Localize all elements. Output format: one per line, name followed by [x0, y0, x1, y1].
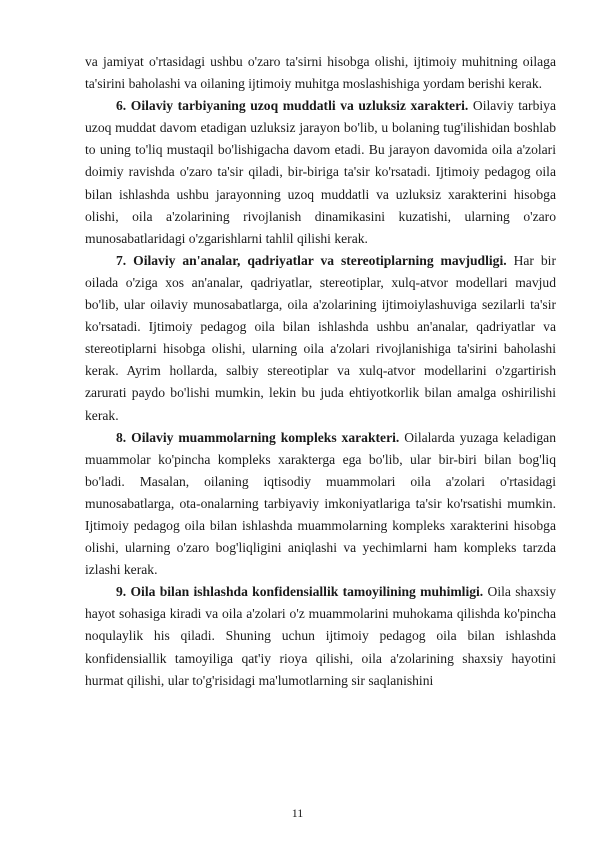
paragraph-text: Oilaviy tarbiya uzoq muddat davom etadigan uzluksiz jarayon bo'lib, u bolaning tug'ilishidan boshlab to uning to'liq mustaqil bo'lishigacha davom etadi. Bu jarayon davomida oila a'zolari doimiy ravishda o'zaro ta'sir qiladi, bir-biriga ta'sir ko'rsatadi. Ijtimoiy pedagog oila bilan ishlashda ushbu jarayonning uzoq muddatli va uzluksiz xarakterini hisobga olishi, oila a'zolarining rivojlanish dinamikasini kuzatishi, ularning o'zaro munosabatlaridagi o'zgarishlarni tahlil qilishi kerak. [85, 98, 556, 246]
paragraph-8 [85, 427, 556, 582]
paragraph-text: Oilalarda yuzaga keladigan muammolar ko'pincha kompleks xarakterga ega bo'lib, ular bir-biri bilan bog'liq bo'ladi. Masalan, oilaning iqtisodiy muammolari oila a'zolari o'rtasidagi munosabatlarga, ota-onalarning tarbiyaviy imkoniyatlariga ta'sir ko'rsatishi mumkin. Ijtimoiy pedagog oila bilan ishlashda muammolarning kompleks xarakterini hisobga olishi, ularning o'zaro bog'liqligini aniqlashi va yechimlarni ham kompleks tarzda izlashi kerak. [85, 429, 556, 578]
paragraph-7 [85, 250, 556, 427]
paragraph-9 [85, 581, 556, 691]
page-number: 11 [291, 806, 304, 820]
section-heading-7: 7. Oilaviy an'analar, qadriyatlar va stereotiplarning mavjudligi. [116, 252, 507, 268]
section-heading-6: 6. Oilaviy tarbiyaning uzoq muddatli va uzluksiz xarakteri. [116, 98, 469, 114]
document-page [85, 51, 556, 692]
section-heading-8: 8. Oilaviy muammolarning kompleks xarakteri. [116, 429, 400, 445]
paragraph-text: va jamiyat o'rtasidagi ushbu o'zaro ta'sirni hisobga olishi, ijtimoiy muhitning oilaga ta'sirini baholashi va oilaning ijtimoiy muhitga moslashishiga yordam berishi kerak. [85, 54, 556, 92]
paragraph-text: Har bir oilada o'ziga xos an'analar, qadriyatlar, stereotiplar, xulq-atvor modellari mavjud bo'lib, ular oilaviy munosabatlarga, oila a'zolarining ijtimoiylashuviga sezilarli ta'sir ko'rsatadi. Ijtimoiy pedagog oila bilan ishlashda ushbu an'analar, qadriyatlar va stereotiplarni hisobga olishi, ularning oila a'zolari rivojlanishiga ta'sirini baholashi kerak. Ayrim hollarda, salbiy stereotiplar va xulq-atvor modellarini o'zgartirish zarurati paydo bo'lishi mumkin, lekin bu juda ehtiyotkorlik bilan amalga oshirilishi kerak. [85, 252, 556, 423]
section-heading-9: 9. Oila bilan ishlashda konfidensiallik tamoyilining muhimligi. [116, 584, 484, 600]
paragraph-text: Oila shaxsiy hayot sohasiga kiradi va oila a'zolari o'z muammolarini muhokama qilishda ko'pincha noqulaylik his qiladi. Shuning uchun ijtimoiy pedagog oila bilan ishlashda konfidensiallik tamoyiliga qat'iy rioya qilishi, oila a'zolarining shaxsiy hayotini hurmat qilishi, ular to'g'risidagi ma'lumotlarning sir saqlanishini [85, 584, 556, 688]
paragraph-6 [85, 95, 556, 250]
paragraph-intro [85, 51, 556, 95]
